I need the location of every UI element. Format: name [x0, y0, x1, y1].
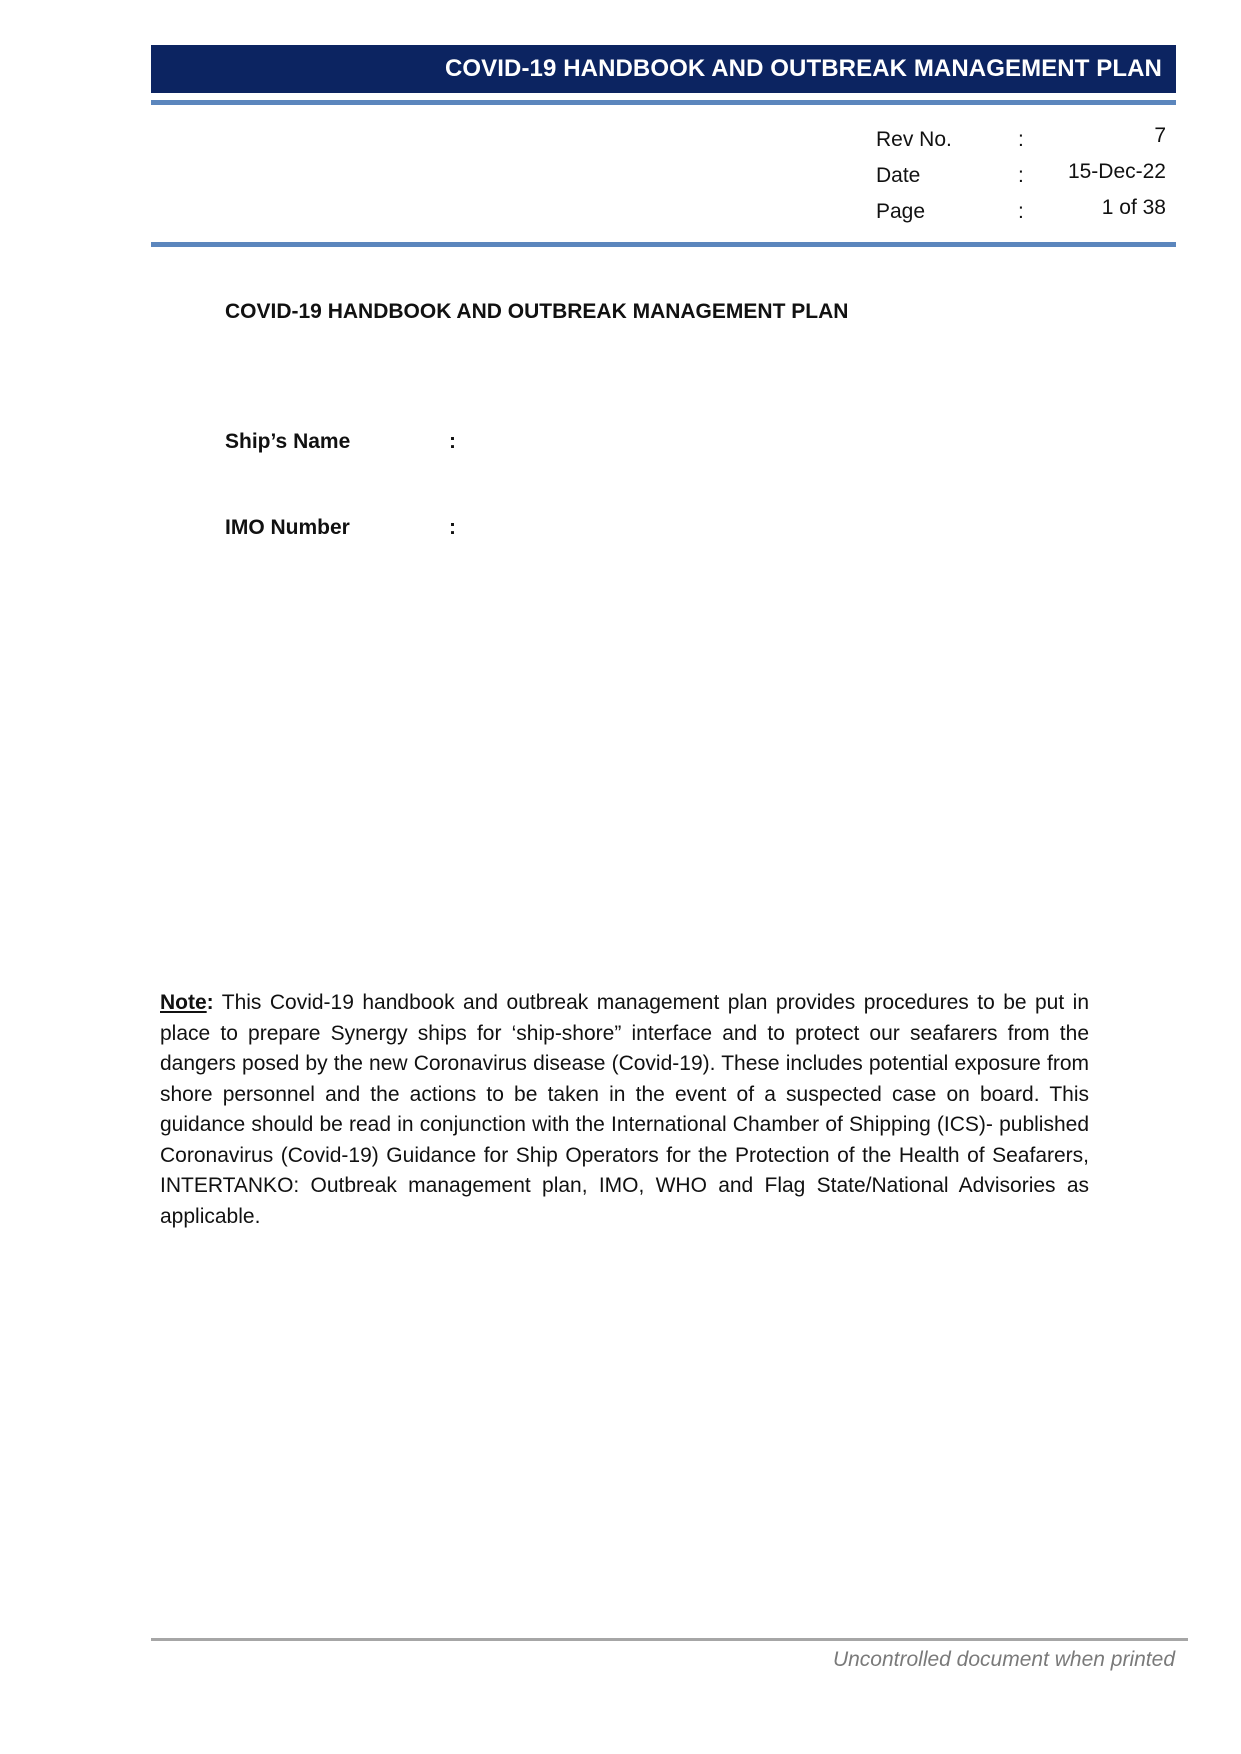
- ship-name-field: [225, 430, 456, 454]
- page-colon: :: [1018, 200, 1024, 223]
- date-label: Date: [876, 164, 921, 187]
- ship-name-label: Ship’s Name: [225, 430, 351, 453]
- note-paragraph: [160, 988, 1089, 1232]
- header-title: COVID-19 HANDBOOK AND OUTBREAK MANAGEMENT PLAN: [444, 55, 1162, 82]
- rev-label: Rev No.: [876, 128, 952, 151]
- imo-number-field: [225, 516, 456, 540]
- imo-number-label: IMO Number: [225, 516, 350, 539]
- date-value: 15-Dec-22: [1067, 160, 1166, 183]
- page-value: 1 of 38: [1101, 196, 1166, 219]
- imo-number-colon: :: [449, 516, 456, 539]
- ship-name-colon: :: [449, 430, 456, 453]
- note-text: This Covid-19 handbook and outbreak management plan provides procedures to be put in place to prepare Synergy ships for ‘ship-shore” interface and to protect our seafarers from the dangers posed by the new Coronavirus disease (Covid-19). These includes potential exposure from shore personnel and the actions to be taken in the event of a suspected case on board. This guidance should be read in conjunction with the International Chamber of Shipping (ICS)- published Coronavirus (Covid-19) Guidance for Ship Operators for the Protection of the Health of Seafarers, INTERTANKO: Outbreak management plan, IMO, WHO and Flag State/National Advisories as applicable.: [160, 991, 1089, 1228]
- revision-row: [876, 124, 1166, 160]
- note-label-text: Note: [160, 991, 207, 1014]
- date-row: [876, 160, 1166, 196]
- header-bar: [151, 45, 1176, 93]
- revision-block: [876, 124, 1166, 232]
- page-label: Page: [876, 200, 926, 223]
- note-label: [160, 991, 214, 1014]
- note-label-colon: :: [206, 991, 214, 1014]
- date-colon: :: [1018, 164, 1024, 187]
- footer-disclaimer: Uncontrolled document when printed: [832, 1648, 1175, 1671]
- header-rule: [151, 100, 1176, 105]
- document-title: COVID-19 HANDBOOK AND OUTBREAK MANAGEMENT PLAN: [225, 300, 849, 323]
- page-row: [876, 196, 1166, 232]
- rev-colon: :: [1018, 128, 1024, 151]
- section-rule: [151, 242, 1176, 247]
- rev-value: 7: [1154, 124, 1166, 147]
- footer-rule: [151, 1638, 1188, 1641]
